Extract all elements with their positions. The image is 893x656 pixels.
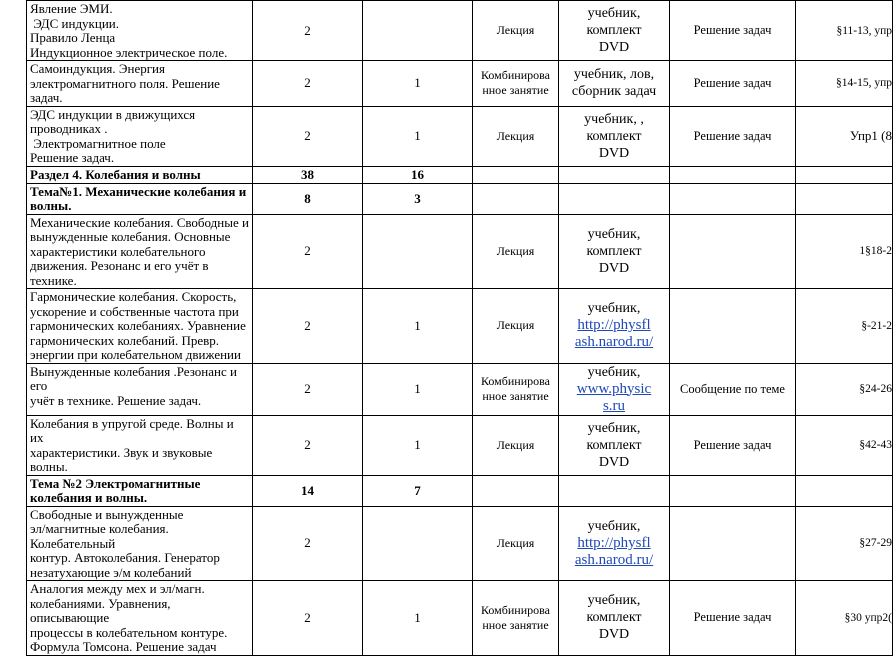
equipment-cell	[559, 106, 670, 166]
topic-cell	[27, 214, 253, 289]
topic-line: Колебания в упругой среде. Волны и их	[30, 415, 234, 445]
resource-link[interactable]: s.ru	[602, 397, 626, 414]
topic-line: ЭДС индукции.	[30, 15, 119, 31]
equipment-cell	[559, 214, 670, 289]
lesson-form-cell: Лекция	[473, 214, 559, 289]
table-row	[27, 1, 893, 61]
equipment-line: учебник,	[587, 593, 641, 609]
hours-total-cell: 2	[253, 61, 363, 107]
lesson-form-cell: Лекция	[473, 289, 559, 364]
hours-self-study-cell: 16	[363, 166, 473, 183]
student-work-cell	[670, 289, 796, 364]
hours-self-study-cell: 1	[363, 61, 473, 107]
hours-self-study-cell	[363, 1, 473, 61]
homework-cell: 1§18-2	[796, 214, 893, 289]
homework-cell	[796, 183, 893, 214]
topic-line: гармонических колебаниях. Уравнение	[30, 318, 246, 333]
student-work-cell	[670, 183, 796, 214]
student-work-cell	[670, 506, 796, 581]
topic-line: Вынужденные колебания .Резонанс и его	[30, 363, 237, 393]
equipment-line: учебник,	[587, 6, 641, 21]
hours-self-study-cell: 3	[363, 183, 473, 214]
topic-cell	[27, 183, 253, 214]
hours-self-study-cell: 1	[363, 289, 473, 364]
equipment-line: комплект	[586, 243, 642, 259]
table-row	[27, 106, 893, 166]
topic-line: ЭДС индукции в движущихся	[30, 106, 196, 122]
equipment-cell	[559, 61, 670, 107]
homework-cell	[796, 475, 893, 506]
topic-cell	[27, 415, 253, 475]
topic-line: Аналогия между мех и эл/магн.	[30, 581, 205, 596]
topic-line: ускорение и собственные частота при	[30, 303, 239, 319]
topic-line: Решение задач.	[30, 150, 115, 165]
topic-line: Механические колебания. Свободные и	[30, 214, 249, 230]
resource-link[interactable]: ash.narod.ru/	[574, 551, 654, 568]
topic-line: колебаниями. Уравнения, описывающие	[30, 595, 171, 625]
student-work-cell: Решение задач	[670, 415, 796, 475]
hours-total-cell: 2	[253, 106, 363, 166]
lesson-form-cell: Лекция	[473, 106, 559, 166]
topic-line: характеристики колебательного	[30, 243, 206, 259]
resource-link[interactable]: http://physfl	[577, 317, 651, 334]
student-work-cell	[670, 166, 796, 183]
equipment-line: учебник, ,	[584, 111, 644, 127]
topic-cell	[27, 106, 253, 166]
topic-line: движения. Резонанс и его учёт в технике.	[30, 258, 209, 288]
hours-total-cell: 38	[253, 166, 363, 183]
resource-link[interactable]: http://physfl	[577, 534, 651, 551]
topic-cell	[27, 1, 253, 61]
topic-line: Раздел 4. Колебания и волны	[30, 166, 201, 182]
topic-line: незатухающие э/м колебаний	[30, 564, 192, 580]
equipment-line: учебник,	[587, 518, 641, 534]
equipment-line: учебник,	[587, 364, 641, 380]
lesson-form-cell	[473, 475, 559, 506]
topic-line: характеристики. Звук и звуковые волны.	[30, 444, 213, 474]
topic-cell	[27, 506, 253, 581]
equipment-cell	[559, 506, 670, 581]
lesson-form-cell: Комбинирова нное занятие	[473, 61, 559, 107]
lesson-form-cell: Комбинирова нное занятие	[473, 581, 559, 656]
topic-line: Правило Ленца	[30, 30, 116, 45]
topic-line: Гармонические колебания. Скорость,	[30, 289, 237, 304]
topic-line: Свободные и вынужденные	[30, 506, 184, 522]
hours-total-cell: 2	[253, 415, 363, 475]
equipment-line: DVD	[598, 40, 630, 55]
lesson-form-cell: Комбинирова нное занятие	[473, 363, 559, 415]
hours-total-cell: 2	[253, 581, 363, 656]
topic-cell	[27, 363, 253, 415]
equipment-cell	[559, 1, 670, 61]
student-work-cell: Решение задач	[670, 1, 796, 61]
equipment-cell	[559, 289, 670, 364]
topic-line: проводниках .	[30, 121, 108, 136]
table-row	[27, 415, 893, 475]
homework-cell: §24-26	[796, 363, 893, 415]
table-row	[27, 214, 893, 289]
section-row	[27, 166, 893, 183]
table-row	[27, 61, 893, 107]
topic-line: электромагнитного поля. Решение задач.	[30, 75, 220, 105]
page	[26, 0, 892, 654]
student-work-cell: Решение задач	[670, 106, 796, 166]
hours-self-study-cell: 7	[363, 475, 473, 506]
equipment-cell	[559, 183, 670, 214]
homework-cell: Упр1 (8	[796, 106, 893, 166]
topic-cell	[27, 289, 253, 364]
student-work-cell: Решение задач	[670, 61, 796, 107]
table-row	[27, 506, 893, 581]
section-row	[27, 475, 893, 506]
hours-self-study-cell	[363, 214, 473, 289]
equipment-line: сборник задач	[571, 84, 657, 100]
homework-cell	[796, 166, 893, 183]
hours-total-cell: 2	[253, 1, 363, 61]
topic-line: контур. Автоколебания. Генератор	[30, 550, 220, 565]
hours-total-cell: 2	[253, 506, 363, 581]
topic-cell	[27, 581, 253, 656]
table-row	[27, 363, 893, 415]
homework-cell: §11-13, упр	[796, 1, 893, 61]
topic-line: Тема№1. Механические колебания и	[30, 183, 247, 199]
equipment-cell	[559, 363, 670, 415]
equipment-line: комплект	[586, 610, 642, 626]
topic-line: волны.	[30, 198, 72, 213]
equipment-line: учебник,	[587, 301, 641, 317]
hours-self-study-cell	[363, 506, 473, 581]
topic-line: энергии при колебательном движении	[30, 347, 241, 362]
equipment-cell	[559, 166, 670, 183]
equipment-line: DVD	[598, 260, 630, 276]
hours-self-study-cell: 1	[363, 581, 473, 656]
topic-line: гармонических колебаний. Превр.	[30, 332, 220, 348]
student-work-cell: Решение задач	[670, 581, 796, 656]
lesson-plan-table	[26, 0, 893, 656]
hours-self-study-cell: 1	[363, 415, 473, 475]
hours-total-cell: 2	[253, 363, 363, 415]
homework-cell: §14-15, упр	[796, 61, 893, 107]
student-work-cell	[670, 214, 796, 289]
table-row	[27, 289, 893, 364]
hours-total-cell: 2	[253, 289, 363, 364]
student-work-cell	[670, 475, 796, 506]
lesson-form-cell: Лекция	[473, 506, 559, 581]
equipment-line: учебник,	[587, 420, 641, 436]
hours-total-cell: 14	[253, 475, 363, 506]
topic-cell	[27, 61, 253, 107]
topic-line: Индукционное электрическое поле.	[30, 44, 228, 60]
equipment-line: учебник, лов,	[573, 67, 655, 83]
student-work-cell: Сообщение по теме	[670, 363, 796, 415]
topic-line: Явление ЭМИ.	[30, 1, 113, 16]
homework-cell: §42-43	[796, 415, 893, 475]
equipment-line: DVD	[598, 627, 630, 643]
topic-line: учёт в технике. Решение задач.	[30, 392, 202, 408]
hours-self-study-cell: 1	[363, 363, 473, 415]
resource-link[interactable]: www.physic	[576, 380, 652, 397]
equipment-cell	[559, 415, 670, 475]
equipment-line: DVD	[598, 145, 630, 161]
topic-cell	[27, 166, 253, 183]
section-row	[27, 183, 893, 214]
hours-self-study-cell: 1	[363, 106, 473, 166]
equipment-line: комплект	[586, 128, 642, 144]
topic-line: вынужденные колебания. Основные	[30, 229, 231, 244]
topic-line: Тема №2 Электромагнитные	[30, 475, 201, 491]
topic-cell	[27, 475, 253, 506]
lesson-form-cell: Лекция	[473, 1, 559, 61]
table-row	[27, 581, 893, 656]
homework-cell: §-21-2	[796, 289, 893, 364]
lesson-form-cell	[473, 183, 559, 214]
topic-line: процессы в колебательном контуре.	[30, 624, 228, 640]
hours-total-cell: 2	[253, 214, 363, 289]
equipment-line: комплект	[586, 23, 642, 38]
topic-line: Формула Томсона. Решение задач	[30, 639, 217, 654]
lesson-form-cell: Лекция	[473, 415, 559, 475]
topic-line: эл/магнитные колебания. Колебательный	[30, 521, 169, 551]
homework-cell: §27-29	[796, 506, 893, 581]
hours-total-cell: 8	[253, 183, 363, 214]
resource-link[interactable]: ash.narod.ru/	[574, 334, 654, 351]
equipment-cell	[559, 475, 670, 506]
equipment-cell	[559, 581, 670, 656]
topic-line: Самоиндукция. Энергия	[30, 61, 165, 76]
homework-cell: §30 упр2(	[796, 581, 893, 656]
lesson-form-cell	[473, 166, 559, 183]
equipment-line: учебник,	[587, 226, 641, 242]
equipment-line: DVD	[598, 454, 630, 470]
topic-line: колебания и волны.	[30, 490, 148, 505]
topic-line: Электромагнитное поле	[30, 135, 166, 151]
equipment-line: комплект	[586, 437, 642, 453]
